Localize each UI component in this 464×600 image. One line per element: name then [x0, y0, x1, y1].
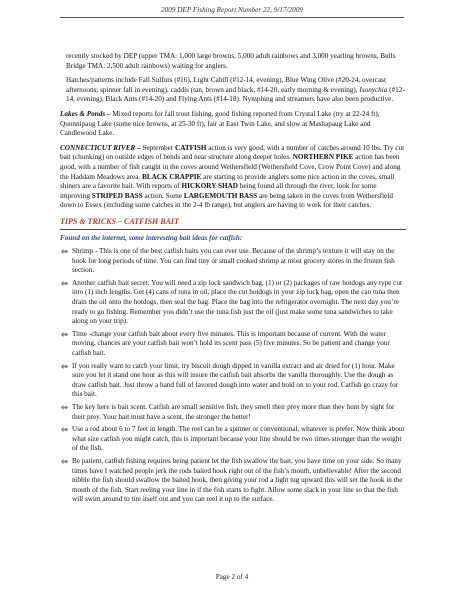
- document-body: [60, 52, 406, 508]
- fish-bullet-icon: [60, 280, 69, 287]
- lakes-paragraph: [60, 110, 406, 139]
- tip-text: Time -change your catfish bait about every five minutes. This is important because of current. With the water moving, chances are your catfish bait won’t hold its scent pass (5) five minutes. So be patient and change your catfish bait.: [72, 329, 390, 358]
- hatches-text-b: (#12-14, evening), Black Ants (#14-20) and Flying Ants (#14-18). Nymphing and streamers have also been productive.: [66, 85, 405, 104]
- ct-text-7: are being taken in the coves from Wethersfield down to Essex (including some catches in the 2-4 lb range), but anglers are having to work for their catches.: [60, 191, 393, 210]
- species-striped-bass: STRIPED BASS: [91, 191, 143, 200]
- isonychia-term: Isonychia: [359, 85, 388, 94]
- ct-text-1: September: [140, 143, 176, 152]
- tips-heading: TIPS & TRICKS – CATFISH BAIT: [60, 216, 179, 226]
- list-item: [60, 457, 406, 505]
- header-divider: [60, 17, 404, 18]
- fish-bullet-icon: [60, 363, 69, 370]
- species-catfish: CATFISH: [175, 143, 207, 152]
- tips-divider: [60, 229, 406, 230]
- ct-river-paragraph: [60, 144, 406, 211]
- lakes-text: Mixed reports for fall trout fishing, good fishing reported from Crystal Lake (try at 22-24 ft), Quonnipaug Lake (some nice browns, at 25-30 ft), fair at East Twin Lake, and slow at Mashapaug Lake and Candlewood Lake.: [60, 109, 380, 138]
- tip-text: Shrimp - This is one of the best catfish baits you can ever use. Because of the shrimp’s texture it will stay on the hook for long periods of time. You can find tiny or small cooked shrimp at most grocery stores in the frozen fish section.: [72, 247, 395, 275]
- list-item: [60, 425, 406, 454]
- species-shad: HICKORY SHAD: [181, 182, 238, 191]
- lakes-label: Lakes & Ponds –: [60, 109, 111, 118]
- ct-text-3: action has been good, with a number of fish caught in the coves around Wethersfield (Wethersfield Cove, Crow Point Cove) and along the Haddam Meadows area.: [60, 153, 401, 181]
- tips-list: [60, 247, 406, 505]
- found-intro: Found on the internet, some interesting bait ideas for catfish:: [60, 233, 243, 242]
- species-largemouth-bass: LARGEMOUTH BASS: [183, 191, 258, 200]
- hatches-paragraph: [60, 76, 406, 105]
- fish-bullet-icon: [60, 331, 69, 338]
- hatches-text-a: Hatches/patterns include Fall Sulfurs (#16), Light Cahill (#12-14, evening), Blue Wing Olive (#20-24, overcast afternoons; spinner fall in evening), caddis (tan, brown and black, #14-20, early morning & evening),: [66, 76, 386, 94]
- species-crappie: BLACK CRAPPIE: [142, 172, 202, 181]
- fish-bullet-icon: [60, 248, 69, 255]
- fish-bullet-icon: [60, 426, 69, 433]
- list-item: [60, 403, 406, 422]
- ct-river-label: CONNECTICUT RIVER –: [60, 143, 141, 152]
- report-header: 2009 DEP Fishing Report Number 22, 9/17/2009: [161, 6, 303, 14]
- tip-text: The key here is bait scent. Catfish are small sensitive fish, they smell their prey more than they hunt by sight for their prey. Your bait must have a scent, the stronger the better!: [72, 403, 395, 421]
- list-item: [60, 279, 406, 327]
- tip-text: If you really want to catch your limit, try biscuit dough dipped in vanilla extract and air dried for (1) hour. Make sure you let it stand one hour as this will insure the catfish bait absorbs the vanilla thoroughly. Use the dough as draw catfish bait. Just throw a hand full of favored dough into water and hold on to your rod. Catfish go crazy for this bait.: [72, 361, 399, 399]
- tip-text: Be patient, catfish fishing requires being patient let the fish swallow the bait, you have time on your side. So many times have I watched people jerk the rods baited hook right out of the fish’s mouth, unbelievable! After the second nibble the fish should swallow the baited hook, then giving your rod a light tug upward this will set the hook in the mouth of the fish. Start reeling your line in if the fish starts to fight. Allow some slack in your line so that the fish will swim around to tire itself out and you can reel it up to the surface.: [72, 456, 403, 504]
- fish-bullet-icon: [60, 404, 69, 411]
- ct-text-6: action. Some: [142, 191, 184, 200]
- stocking-paragraph: recently stocked by DEP (upper TMA: 1,000 large browns, 5,000 adult rainbows and 3,000 yearling browns, Bulls Bridge TMA: 2,500 adult rainbows) waiting for anglers.: [66, 52, 396, 70]
- list-item: [60, 330, 406, 359]
- page-number: Page 2 of 4: [215, 573, 249, 581]
- ct-text-5: being found all through the river, look for some improving: [60, 182, 377, 200]
- ct-text-4: are starting to provide anglers some nice action in the coves, small shiners are a favorite bait. With reports of: [60, 172, 395, 191]
- species-pike: NORTHERN PIKE: [292, 153, 354, 162]
- tip-text: Another catfish bait secret: You will need a zip lock sandwich bag, (1) or (2) packages of raw hotdogs any type cut into (1) inch lengths. Get (4) cans of tuna in oil, place the cut hotdogs in your zip lock bag, open the can tuna then drain the oil onto the hotdogs, then seal the bag. Place the bag into the refrigerator overnight. The next day you’re ready to go fishing. Remember you didn’t use the tuna fish just the oil (just make some tuna sandwiches to take along on your trip).: [72, 278, 402, 326]
- ct-text-2: action is very good, with a number of catches around 10 lbs. Try cut bait (chunking) on outside edges of bends and near structure along deeper holes.: [60, 143, 405, 162]
- fish-bullet-icon: [60, 458, 69, 465]
- list-item: [60, 247, 406, 276]
- list-item: [60, 362, 406, 400]
- tip-text: Use a rod about 6 to 7 feet in length. The reel can be a spinner or conventional, whatever is prefer. Now think about what size catfish you might catch, this is important because your line should be two times stronger than the weight of the fish.: [72, 425, 405, 453]
